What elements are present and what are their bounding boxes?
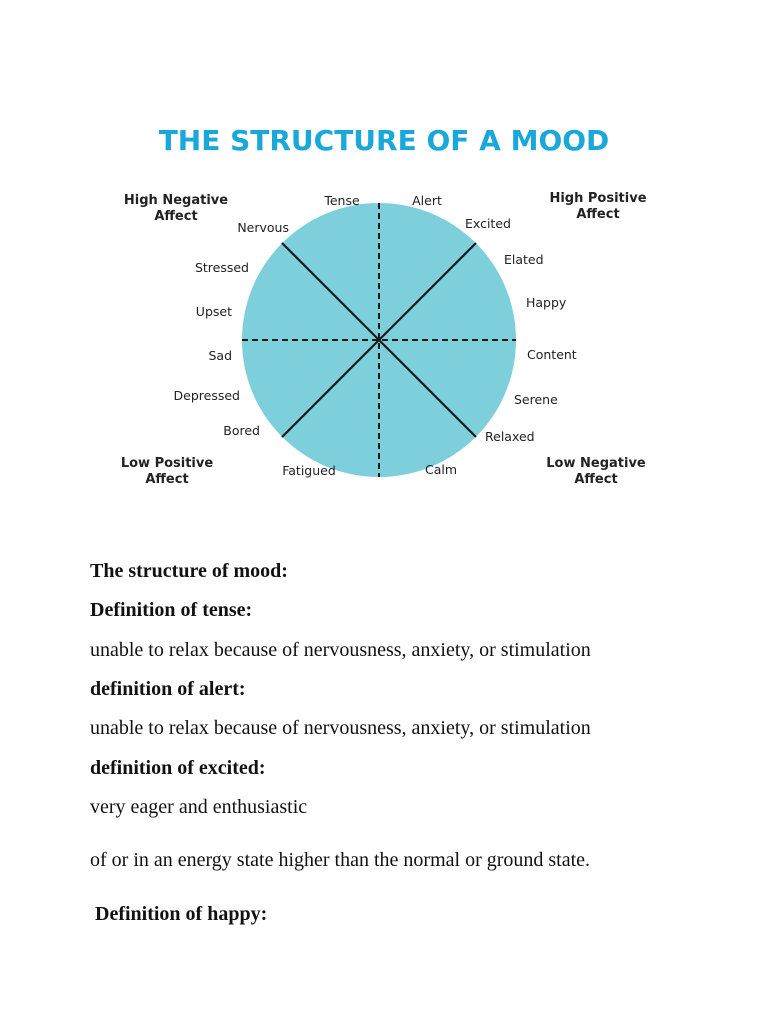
corner-label-low-positive: Low Positive Affect	[120, 456, 214, 487]
mood-label-sad: Sad	[208, 348, 232, 363]
corner-label-high-positive: High Positive Affect	[549, 191, 647, 222]
mood-label-excited: Excited	[465, 216, 511, 231]
section-heading: The structure of mood:	[90, 560, 288, 582]
mood-label-tense: Tense	[324, 193, 360, 208]
mood-label-calm: Calm	[424, 462, 458, 477]
definition-label-excited: definition of excited:	[90, 757, 266, 779]
definition-text-excited-1: very eager and enthusiastic	[90, 796, 308, 818]
definition-text-alert: unable to relax because of nervousness, anxiety, or stimulation	[90, 717, 591, 739]
definition-text-tense: unable to relax because of nervousness, anxiety, or stimulation	[90, 639, 591, 661]
mood-label-stressed: Stressed	[194, 260, 249, 275]
mood-label-alert: Alert	[412, 193, 442, 208]
figure-title: THE STRUCTURE OF A MOOD	[158, 124, 610, 157]
definition-label-alert: definition of alert:	[90, 678, 246, 700]
mood-label-elated: Elated	[504, 252, 544, 267]
corner-label-low-negative: Low Negative Affect	[546, 456, 646, 487]
definition-text-excited-2: of or in an energy state higher than the normal or ground state.	[90, 849, 591, 871]
mood-label-depressed: Depressed	[173, 388, 240, 403]
definition-label-happy: Definition of happy:	[95, 903, 268, 925]
definition-label-tense: Definition of tense:	[90, 599, 253, 621]
mood-label-fatigued: Fatigued	[282, 463, 336, 478]
mood-label-happy: Happy	[526, 295, 567, 310]
mood-label-bored: Bored	[223, 423, 260, 438]
corner-label-high-negative: High Negative Affect	[123, 193, 229, 224]
mood-label-upset: Upset	[195, 304, 232, 319]
mood-label-content: Content	[527, 347, 577, 362]
mood-label-serene: Serene	[514, 392, 558, 407]
mood-label-nervous: Nervous	[237, 220, 289, 235]
mood-label-relaxed: Relaxed	[485, 429, 535, 444]
